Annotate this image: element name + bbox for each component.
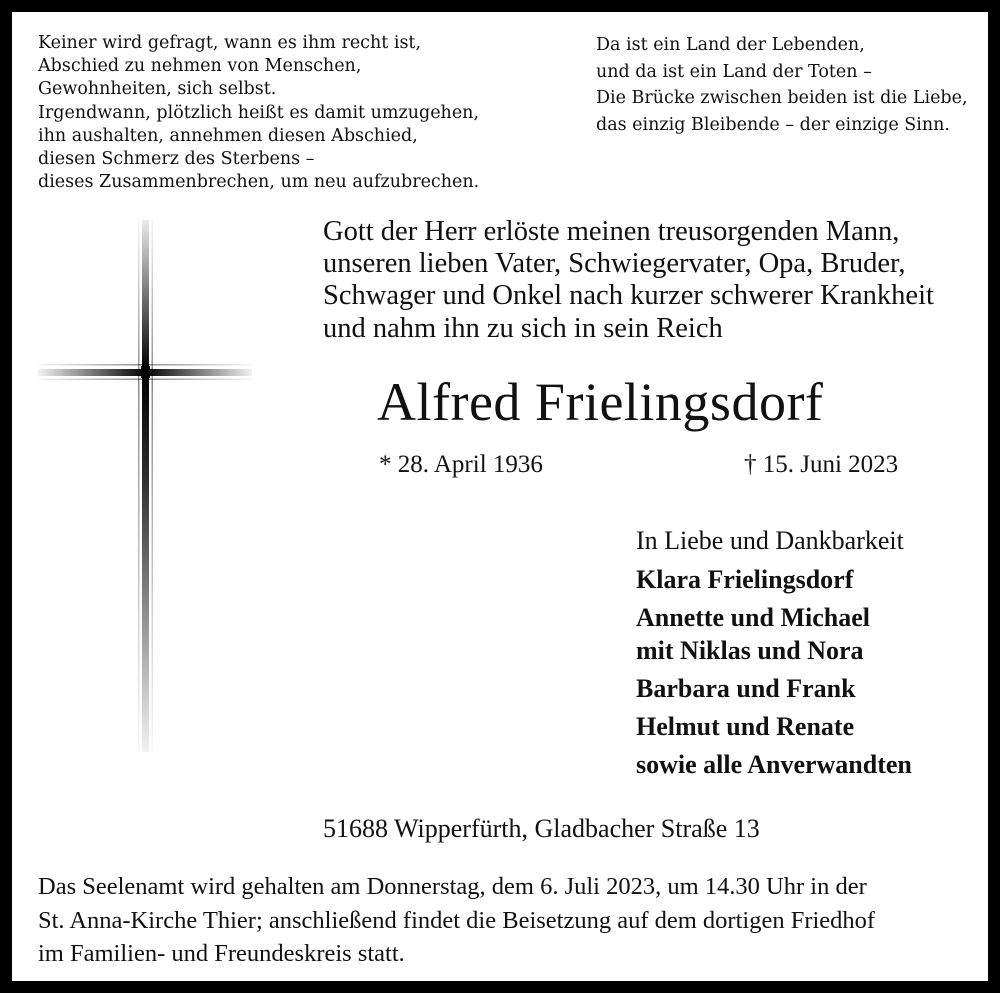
family-member-line: Barbara und Frank <box>636 674 856 703</box>
poem-left-line: Abschied zu nehmen von Menschen, <box>38 56 362 77</box>
family-member <box>636 672 986 705</box>
poem-left-line: ihn aushalten, annehmen diesen Abschied, <box>38 125 418 146</box>
poem-right-line: Die Brücke zwischen beiden ist die Liebe, <box>596 88 968 108</box>
intro-text <box>323 216 983 345</box>
birth-date: * 28. April 1936 <box>379 451 543 478</box>
poem-left-line: Gewohnheiten, sich selbst. <box>38 79 277 100</box>
poem-right-line: und da ist ein Land der Toten – <box>596 61 872 82</box>
poem-right-line: Da ist ein Land der Lebenden, <box>596 35 865 55</box>
poem-left-line: Irgendwann, plötzlich heißt es damit umzugehen, <box>38 102 480 123</box>
deceased-name: Alfred Frielingsdorf <box>377 372 824 432</box>
service-line: im Familien- und Freundeskreis statt. <box>38 940 405 967</box>
death-date: † 15. Juni 2023 <box>744 451 899 478</box>
family-member <box>636 710 986 743</box>
family-intro: In Liebe und Dankbarkeit <box>636 526 904 555</box>
family-member-line: sowie alle Anverwandten <box>636 750 912 779</box>
family-member-line: Klara Frielingsdorf <box>636 565 854 594</box>
family-member-line: Annette und Michael <box>636 603 870 632</box>
family-member <box>636 748 986 781</box>
service-info <box>38 870 978 971</box>
poem-right <box>596 32 976 138</box>
family-block <box>636 524 986 781</box>
poem-right-line: das einzig Bleibende – der einzige Sinn. <box>596 114 950 135</box>
service-line: Das Seelenamt wird gehalten am Donnerstag, dem 6. Juli 2023, um 14.30 Uhr in der <box>38 873 867 900</box>
cross-icon <box>38 220 252 752</box>
intro-line: Gott der Herr erlöste meinen treusorgenden Mann, <box>323 216 900 247</box>
intro-line: unseren lieben Vater, Schwiegervater, Opa, Bruder, <box>323 248 906 280</box>
family-member <box>636 563 986 596</box>
obituary-notice <box>12 12 988 981</box>
poem-left <box>38 32 508 194</box>
family-member-line: Helmut und Renate <box>636 712 855 741</box>
family-member <box>636 601 986 667</box>
service-line: St. Anna-Kirche Thier; anschließend findet die Beisetzung auf dem dortigen Friedhof <box>38 906 876 934</box>
intro-line: und nahm ihn zu sich in sein Reich <box>323 312 723 344</box>
poem-left-line: diesen Schmerz des Sterbens – <box>38 149 315 170</box>
poem-left-line: dieses Zusammenbrechen, um neu aufzubrechen. <box>38 172 480 193</box>
poem-left-line: Keiner wird gefragt, wann es ihm recht ist, <box>38 33 422 53</box>
intro-line: Schwager und Onkel nach kurzer schwerer Krankheit <box>323 280 934 312</box>
address: 51688 Wipperfürth, Gladbacher Straße 13 <box>323 814 760 843</box>
family-member-line: mit Niklas und Nora <box>636 636 864 665</box>
